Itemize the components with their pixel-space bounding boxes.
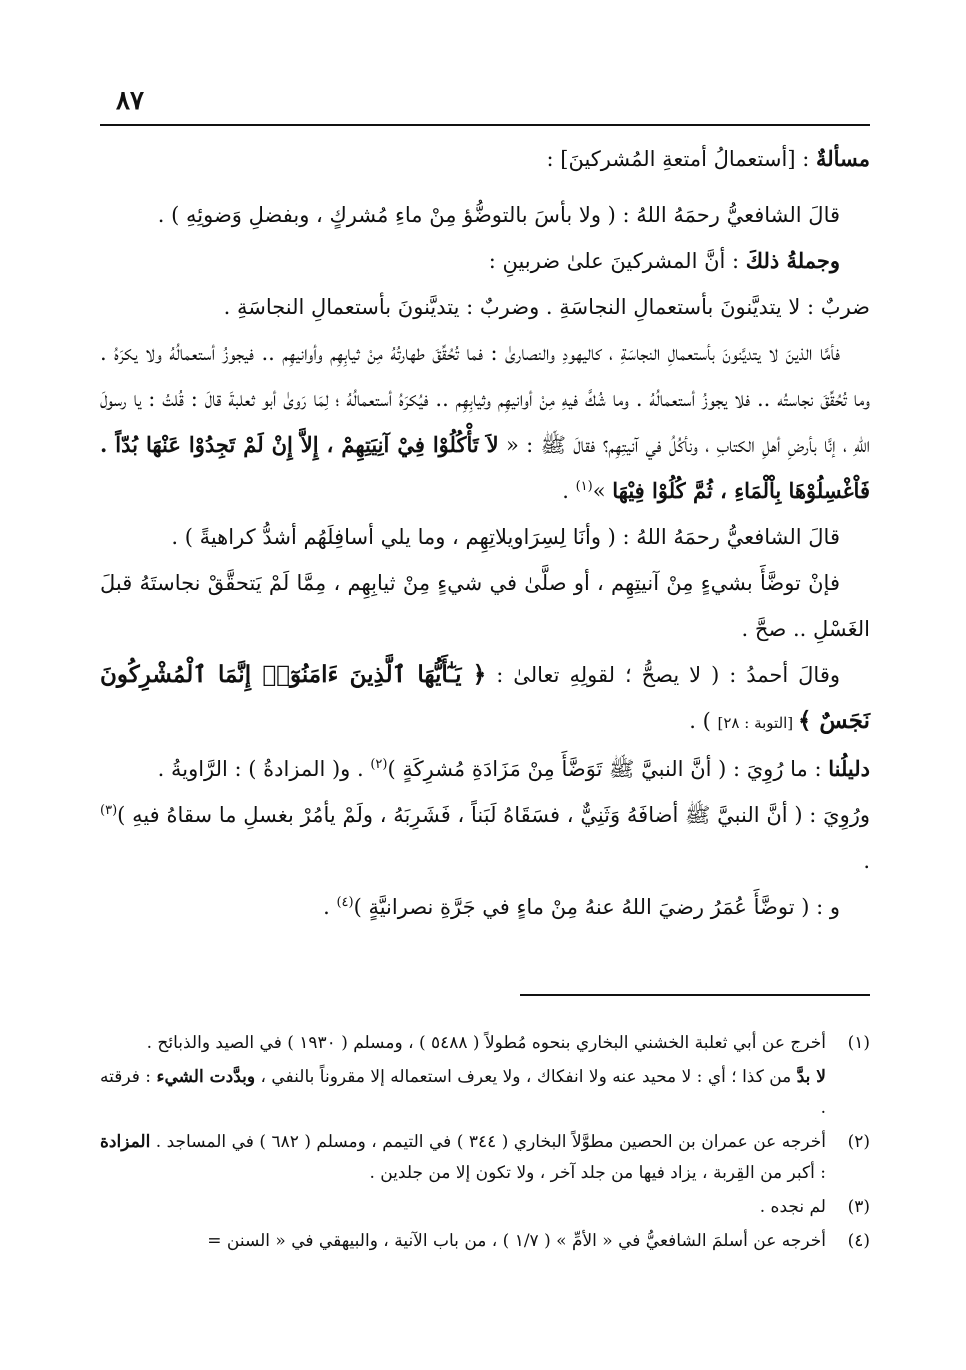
hadith-text: لاَ تَأْكُلُوْا فِيْ آنِيَتِهِمْ ، إِلاَّ إِنْ لَمْ تَجِدُوْا عَنْهَا بُدّاً . فَاْغْسِلُوْهَا بِاْلْمَاءِ ، ثُمَّ كُلُوْا فِيْهَا [100, 432, 870, 503]
footnote-2-text: أخرجه عن عمران بن الحصين مطوَّلاً البخاري ( ٣٤٤ ) في التيمم ، ومسلم ( ٦٨٢ ) في المساجد . [150, 1132, 827, 1152]
paragraph-9-end: . [863, 849, 870, 873]
paragraph-8-end: . و( المزادةُ ) : الرَّاويةُ . [157, 757, 371, 781]
paragraph-10 [100, 884, 870, 930]
paragraph-2-text: : أنَّ المشركينَ علىٰ ضربينِ : [488, 249, 746, 273]
gloss-text-2: : فرقته . [100, 1067, 826, 1118]
evidence-label: دليلُنا [828, 756, 870, 781]
footnote-1-gloss [100, 1062, 826, 1124]
paragraph-1: قالَ الشافعيُّ رحمَهُ اللهُ : ( ولا بأسَ بالتوضُّؤ مِنْ ماءِ مُشركٍ ، وبفضلِ وَضوئِهِ ) . [157, 203, 840, 227]
header-rule [100, 124, 870, 126]
paragraph-7-end: ) . [689, 709, 718, 733]
footnote-number: (١) [847, 1033, 870, 1053]
surah-reference: [التوبة : ٢٨] [717, 714, 798, 732]
paragraph-9-text: ورُوِيَ : ( أنَّ النبيَّ ﷺ أضافَهُ وَثَنِيٌّ ، فسَقَاهُ لَبَناً ، فَشَرِبَهُ ، ولَمْ يأمُرْ بغسلِ ما سقاهُ فيهِ ) [117, 803, 870, 827]
footnote-ref-3[interactable]: (٣) [100, 803, 118, 818]
footnote-rule [520, 994, 870, 996]
paragraph-7 [100, 652, 870, 746]
paragraph-4-close: » [592, 479, 613, 503]
footnote-text: أخرجه عن أسلمَ الشافعيُّ في « الأمِّ » ( ١/٧ ) ، من باب الآنية ، والبيهقي في « السنن = [207, 1231, 826, 1251]
gloss-term-2: وبدَّدت الشيء [156, 1067, 256, 1087]
issue-label: مسألةٌ [815, 146, 870, 171]
paragraph-2-label: وجملةُ ذلكَ [745, 248, 840, 273]
footnote-text [100, 1127, 826, 1189]
footnote-ref-2[interactable]: (٢) [370, 757, 388, 772]
paragraph-5: قالَ الشافعيُّ رحمَهُ اللهُ : ( وأنَا لِسِرَاويلاتِهِم ، وما يلي أسافِلَهُم أشدُّ كراهيةً ) . [171, 525, 840, 549]
paragraph-8 [100, 746, 870, 792]
paragraph-4-end: . [562, 479, 576, 503]
gloss-text: من كذا ؛ أي : لا محيد عنه ولا انفكاك ، ولا يعرف استعماله إلا مقروناً بالنفي ، [255, 1067, 797, 1087]
issue-title: : [أستعمالُ أمتعةِ المُشركينَ] : [546, 147, 816, 171]
footnote-2-gloss: : أكبر من القِربة ، يزاد فيها من جلد آخر ، ولا تكون إلا من جلدين . [369, 1163, 826, 1183]
paragraph-8-text: : ما رُوِيَ : ( أنَّ النبيَّ ﷺ تَوَضَّأَ مِنْ مَزَادَةِ مُشرِكَةٍ ) [387, 757, 829, 781]
main-text [100, 136, 870, 930]
footnote-text: لم نجده . [759, 1197, 826, 1217]
footnote-ref-4[interactable]: (٤) [336, 895, 354, 910]
footnote-number: (٢) [847, 1132, 870, 1152]
footnote-4 [100, 1226, 870, 1257]
footnote-number: (٣) [847, 1197, 870, 1217]
paragraph-6: فإنْ توضَّأَ بشيءٍ مِنْ آنيتِهِم ، أو صلَّىٰ في شيءٍ مِنْ ثيابِهِم ، مِمَّا لَمْ يَتحقَّقْ نجاستَهُ قبلَ الغَسْلِ .. صحَّ . [100, 571, 870, 641]
paragraph-4-text: فأمَّا الذينَ لا يتديَّنونَ بأستعمالِ النجاسَةِ ، كاليهودِ والنصارىٰ : فما تُحُقِّقَ طهارتُهُ مِنْ ثيابِهِم وأوانيهِم .. فيجوزُ أستعمالُهُ ولا يكرَهُ . وما تُحُقِّقَ نجاستُه .. فلا يجوزُ أستعمالُهُ . وما شُكَّ فيهِ مِنْ أوانيهِم وثيابِهِم .. فيُكرَهُ أستعمالُهُ ؛ لِمَا رَوىٰ أبو ثعلبةَ قالَ : قُلتُ : يا رسولَ اللهِ ، إنَّا بأرضِ أهلِ الكتابِ ، ونأكُلُ في آنيتِهِم؟ فقالَ ﷺ : « [100, 341, 870, 457]
footnote-3 [100, 1192, 870, 1223]
footnote-ref-1[interactable]: (١) [575, 479, 593, 494]
footnote-1 [100, 1028, 870, 1059]
paragraph-4 [100, 330, 870, 514]
paragraph-3: ضربٌ : لا يتديَّنونَ بأستعمالِ النجاسَةِ . وضربٌ : يتديَّنونَ بأستعمالِ النجاسَةِ . [223, 295, 870, 319]
paragraph-2 [100, 238, 870, 284]
quran-verse: ﴿ يَـٰٓأَيُّهَا ٱلَّذِينَ ءَامَنُوٓا۟ إِنَّمَا ٱلْمُشْرِكُونَ نَجَسٌ ﴾ [100, 661, 870, 734]
paragraph-10-text: و : ( توضَّأَ عُمَرُ رضيَ اللهُ عنهُ مِنْ ماءٍ في جَرَّةِ نصرانيَّةٍ ) [353, 895, 840, 919]
issue-heading [100, 136, 870, 182]
gloss-term: لا بدَّ [796, 1067, 827, 1087]
paragraph-9 [100, 792, 870, 884]
footnote-text: أخرج عن أبي ثعلبة الخشني البخاري بنحوه مُطولاً ( ٥٤٨٨ ) ، ومسلم ( ١٩٣٠ ) في الصيد والذبائح . [146, 1033, 826, 1053]
paragraph-7-text: وقالَ أحمدُ : ( لا يصحُّ ؛ لقولِهِ تعالىٰ : [486, 663, 840, 687]
gloss-term: المزادة [100, 1132, 151, 1152]
footnote-2 [100, 1127, 870, 1189]
footnote-number: (٤) [847, 1231, 870, 1251]
paragraph-10-end: . [323, 895, 337, 919]
footnotes [100, 1028, 870, 1260]
page-number: ٨٧ [116, 86, 144, 116]
